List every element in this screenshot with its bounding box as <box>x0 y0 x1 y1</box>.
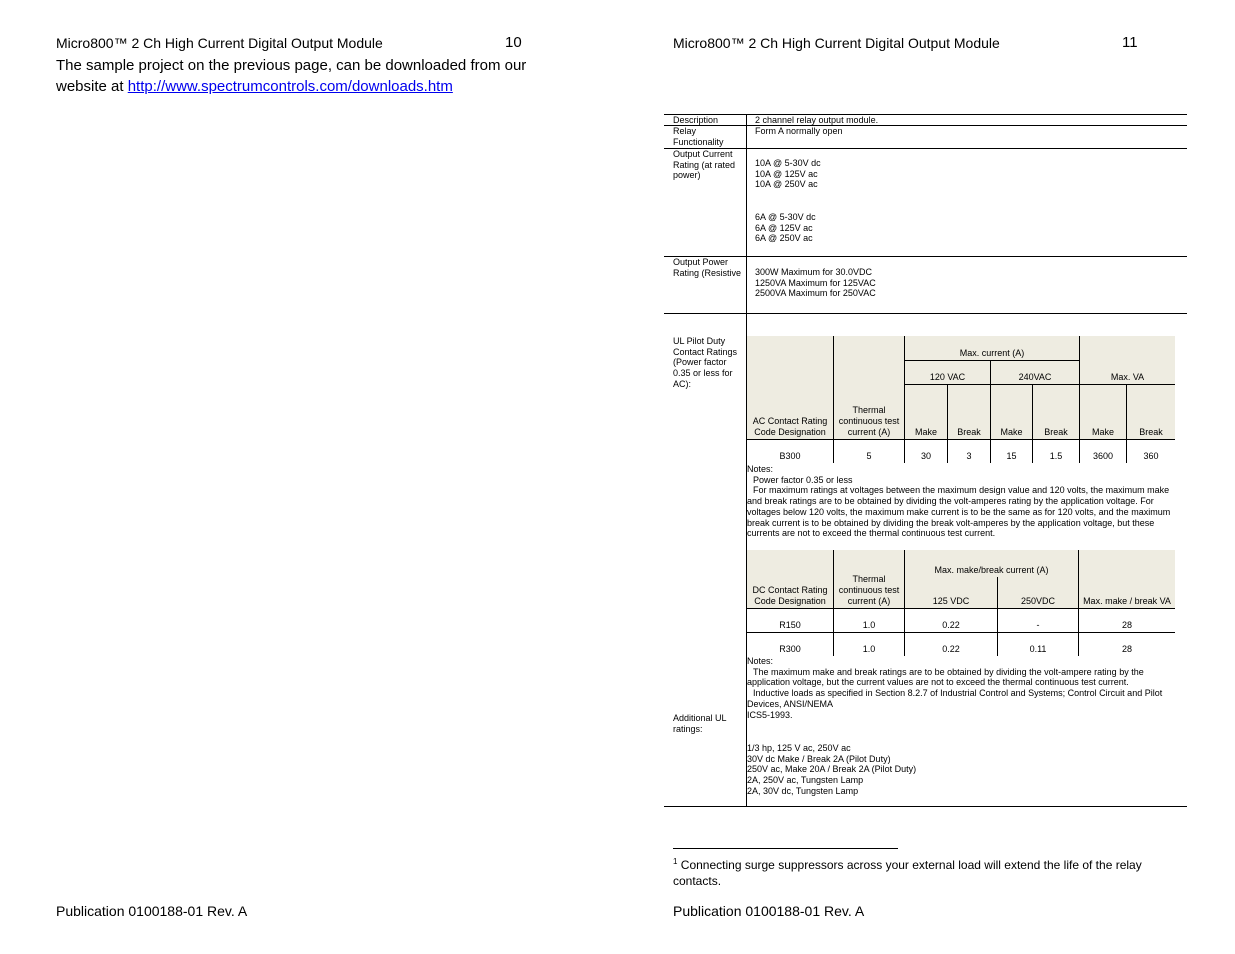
label-relay-functionality: Relay Functionality <box>673 126 724 147</box>
ac-cell: 3600 <box>1080 439 1127 463</box>
ac-col-thermal: Thermal continuous test current (A) <box>834 336 905 439</box>
left-page-number: 10 <box>505 34 522 51</box>
left-header-title: Micro800™ 2 Ch High Current Digital Output Module <box>56 35 383 51</box>
ac-col-max-va: Max. VA <box>1080 336 1176 384</box>
dc-notes <box>747 656 1183 720</box>
dc-rating-table <box>747 550 1175 656</box>
label-additional-ul: Additional UL ratings: <box>673 713 727 734</box>
footnote <box>673 854 1173 889</box>
ac-cell: 15 <box>991 439 1033 463</box>
dc-col-thermal: Thermal continuous test current (A) <box>834 550 905 608</box>
ac-make: Make <box>991 384 1033 439</box>
dc-cell: 0.22 <box>905 632 998 656</box>
value-output-power <box>755 267 876 299</box>
ac-cell: 5 <box>834 439 905 463</box>
note-maximum-ratings: For maximum ratings at voltages between the maximum design value and 120 volts, the maximum make and break ratings are to be obtained by dividing the volt-amperes rating by the application voltage. For voltages below 120 volts, the maximum make current is to be the same as for 120 volts, and the maximum break current is to be obtained by dividing the break volt-amperes by the application voltage, but these currents are not to exceed the thermal continuous test current. <box>747 485 1171 539</box>
label-output-power: Output Power Rating (Resistive <box>673 257 742 278</box>
note-standard: ICS5-1993. <box>747 709 793 720</box>
ac-group-max-current: Max. current (A) <box>905 336 1080 360</box>
value-line: 6A @ 5-30V dc <box>755 212 816 222</box>
ac-cell: B300 <box>747 439 834 463</box>
ul-rating-line: 2A, 250V ac, Tungsten Lamp <box>747 775 864 786</box>
left-body-paragraph <box>56 55 556 97</box>
value-line: 10A @ 5-30V dc <box>755 158 821 168</box>
value-line: 300W Maximum for 30.0VDC <box>755 267 873 277</box>
note-make-break: The maximum make and break ratings are to be obtained by dividing the volt-ampere rating by the application voltage, but the current values are not to exceed the thermal continuous test current. <box>747 666 1144 688</box>
dc-cell: 0.22 <box>905 608 998 632</box>
ac-rating-table <box>747 336 1175 463</box>
ul-rating-line: 2A, 30V dc, Tungsten Lamp <box>747 785 859 796</box>
ac-make: Make <box>1080 384 1127 439</box>
value-line: 6A @ 250V ac <box>755 233 813 244</box>
downloads-link[interactable]: http://www.spectrumcontrols.com/downloads.htm <box>127 78 453 95</box>
ac-break: Break <box>948 384 991 439</box>
ac-cell: 360 <box>1127 439 1176 463</box>
dc-cell: - <box>998 608 1079 632</box>
ul-rating-line: 30V dc Make / Break 2A (Pilot Duty) <box>747 753 891 764</box>
dc-cell: 28 <box>1121 644 1132 655</box>
ac-cell: 1.5 <box>1033 439 1080 463</box>
rule <box>664 806 1187 807</box>
ac-notes <box>747 464 1183 539</box>
label-ul-pilot-duty: UL Pilot Duty Contact Ratings (Power factor 0.35 or less for AC): <box>673 336 738 389</box>
value-line: 6A @ 125V ac <box>755 222 813 233</box>
notes-heading: Notes: <box>747 656 774 666</box>
ac-col-designation: AC Contact Rating Code Designation <box>747 336 834 439</box>
dc-cell: R150 <box>747 608 834 632</box>
label-description: Description <box>673 115 719 125</box>
value-description: 2 channel relay output module. <box>755 115 879 125</box>
footnote-rule <box>673 848 898 849</box>
left-footer: Publication 0100188-01 Rev. A <box>56 903 248 919</box>
ac-col-240vac: 240VAC <box>991 360 1080 384</box>
right-footer: Publication 0100188-01 Rev. A <box>673 903 865 919</box>
ul-rating-line: 1/3 hp, 125 V ac, 250V ac <box>747 743 851 753</box>
ac-break: Break <box>1127 384 1176 439</box>
value-line: 10A @ 125V ac <box>755 168 818 179</box>
dc-cell: 1.0 <box>834 608 905 632</box>
value-line: 1250VA Maximum for 125VAC <box>755 277 876 288</box>
additional-ul-values <box>747 743 1183 797</box>
dc-col-125vdc: 125 VDC <box>905 577 998 608</box>
ac-cell: 30 <box>905 439 948 463</box>
value-output-current-a <box>755 158 821 190</box>
note-power-factor: Power factor 0.35 or less <box>753 474 853 485</box>
right-header-title: Micro800™ 2 Ch High Current Digital Output Module <box>673 35 1000 51</box>
note-inductive-loads: Inductive loads as specified in Section 8.2.7 of Industrial Control and Systems; Control Circuit and Pilot Devices, ANSI/NEMA <box>747 688 1163 709</box>
dc-cell: 28 <box>1079 608 1176 632</box>
footnote-mark: 1 <box>673 857 678 866</box>
value-line: 10A @ 250V ac <box>755 179 818 190</box>
label-output-current: Output Current Rating (at rated power) <box>673 149 736 181</box>
footnote-text: Connecting surge suppressors across your external load will extend the life of the relay contacts. <box>673 858 1142 888</box>
dc-group-max-make-break: Max. make/break current (A) <box>905 550 1079 577</box>
dc-col-designation: DC Contact Rating Code Designation <box>747 550 834 608</box>
value-line: 2500VA Maximum for 250VAC <box>755 288 876 299</box>
dc-col-max-va: Max. make / break VA <box>1079 550 1176 608</box>
value-output-current-b <box>755 212 816 244</box>
ac-break: Break <box>1033 384 1080 439</box>
notes-heading: Notes: <box>747 464 774 474</box>
dc-cell: R300 <box>747 632 834 656</box>
ac-make: Make <box>905 384 948 439</box>
dc-cell: 1.0 <box>834 632 905 656</box>
ul-rating-line: 250V ac, Make 20A / Break 2A (Pilot Duty) <box>747 764 917 775</box>
body-text: The sample project on the previous page, can be downloaded from our website at <box>56 57 527 95</box>
ac-col-120vac: 120 VAC <box>905 360 991 384</box>
right-page-number: 11 <box>1122 34 1138 51</box>
dc-col-250vdc: 250VDC <box>998 577 1079 608</box>
dc-cell: 0.11 <box>998 632 1079 656</box>
rule <box>664 313 1187 314</box>
ac-cell: 3 <box>948 439 991 463</box>
value-relay-functionality: Form A normally open <box>755 126 843 136</box>
